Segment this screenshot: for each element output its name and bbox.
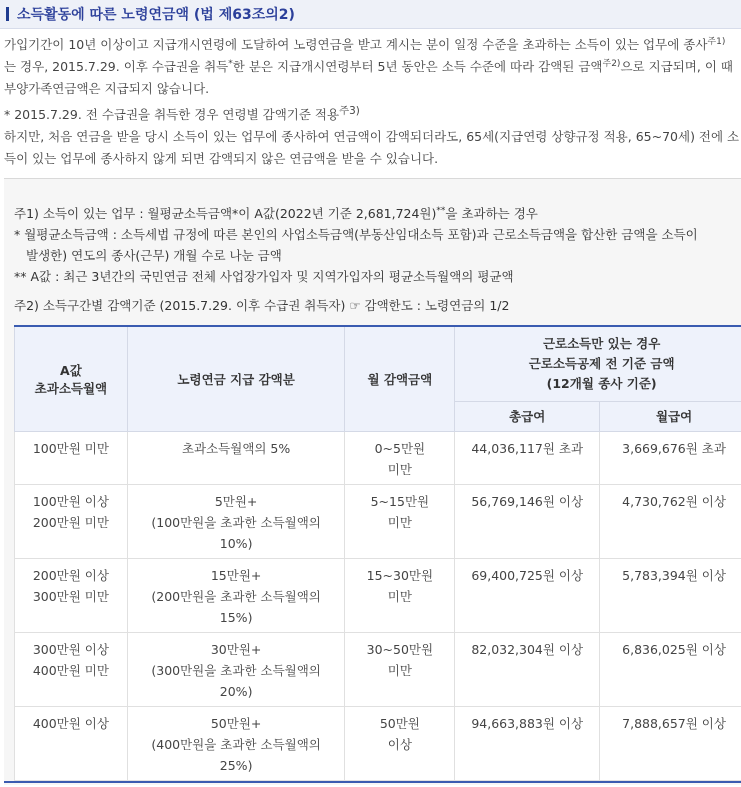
col-header-excess-income: A값 초과소득월액 bbox=[15, 326, 128, 431]
intro-line-2: 는 경우, 2015.7.29. 이후 수급권을 취득*한 분은 지급개시연령부터 5년 동안은 소득 수준에 따라 감액된 금액$^{주2)}$으로 지급되며, 이 때 bbox=[4, 58, 733, 74]
cell-total-salary: 69,400,725원 이상 bbox=[455, 558, 600, 632]
cell-range: 100만원 이상 200만원 미만 bbox=[15, 484, 128, 558]
cell-range: 100만원 미만 bbox=[15, 431, 128, 484]
cell-total-salary: 56,769,146원 이상 bbox=[455, 484, 600, 558]
cell-reduction: 초과소득월액의 5% bbox=[127, 431, 345, 484]
cell-reduction: 5만원+ (100만원을 초과한 소득월액의 10%) bbox=[127, 484, 345, 558]
col-header-reduction: 노령연금 지급 감액분 bbox=[127, 326, 345, 431]
cell-monthly: 0~5만원 미만 bbox=[345, 431, 455, 484]
footnote-1: 주1) 소득이 있는 업무 : 월평균소득금액*이 A값(2022년 기준 2,681,724원)**을 초과하는 경우 bbox=[14, 205, 538, 221]
table-row bbox=[15, 431, 741, 484]
cell-range: 400만원 이상 bbox=[15, 706, 128, 780]
cell-monthly-salary: 6,836,025원 이상 bbox=[600, 632, 741, 706]
col-header-earned-income: 근로소득만 있는 경우 근로소득공제 전 기준 금액 (12개월 종사 기준) bbox=[455, 326, 741, 401]
note-line-1: * 2015.7.29. 전 수급권을 취득한 경우 연령별 감액기준 적용$^{주3)}$ bbox=[4, 105, 360, 123]
section-title: 소득활동에 따른 노령연금액 (법 제63조의2) bbox=[17, 7, 295, 23]
note-line-2: 하지만, 처음 연금을 받을 당시 소득이 있는 업무에 종사하여 연금액이 감액되더라도, 65세(지급연령 상향규정 적용, 65~70세) 전에 소 bbox=[4, 129, 740, 145]
intro-line-1: 가입기간이 10년 이상이고 지급개시연령에 도달하여 노령연금을 받고 계시는 분이 일정 수준을 초과하는 소득이 있는 업무에 종사$^{주1)}$ bbox=[4, 36, 726, 52]
footnote-1-double-star: ** A값 : 최근 3년간의 국민연금 전체 사업장가입자 및 지역가입자의 평균소득월액의 평균액 bbox=[14, 269, 514, 284]
cell-monthly: 50만원 이상 bbox=[345, 706, 455, 780]
cell-reduction: 15만원+ (200만원을 초과한 소득월액의 15%) bbox=[127, 558, 345, 632]
cell-monthly-salary: 5,783,394원 이상 bbox=[600, 558, 741, 632]
intro-line-3: 부양가족연금액은 지급되지 않습니다. bbox=[4, 81, 210, 96]
note-block bbox=[4, 100, 741, 170]
detail-box bbox=[4, 178, 741, 785]
note-line-3: 득이 있는 업무에 종사하지 않게 되면 감액되지 않은 연금액을 받을 수 있습니다. bbox=[4, 151, 439, 167]
footnote-1-star-cont: 발생한) 연도의 종사(근무) 개월 수로 나눈 금액 bbox=[26, 248, 282, 263]
cell-monthly-salary: 4,730,762원 이상 bbox=[600, 484, 741, 558]
cell-reduction: 30만원+ (300만원을 초과한 소득월액의 20%) bbox=[127, 632, 345, 706]
col-header-total-salary: 총급여 bbox=[455, 401, 600, 431]
cell-monthly: 30~50만원 미만 bbox=[345, 632, 455, 706]
table-bottom-border bbox=[4, 781, 741, 783]
cell-total-salary: 82,032,304원 이상 bbox=[455, 632, 600, 706]
table-row bbox=[15, 632, 741, 706]
cell-monthly-salary: 7,888,657원 이상 bbox=[600, 706, 741, 780]
table-row bbox=[15, 484, 741, 558]
cell-range: 300만원 이상 400만원 미만 bbox=[15, 632, 128, 706]
title-bar-marker bbox=[6, 7, 9, 21]
footnote-1-star: * 월평균소득금액 : 소득세법 규정에 따른 본인의 사업소득금액(부동산임대소득 포함)과 근로소득금액을 합산한 금액을 소득이 bbox=[14, 227, 698, 242]
cell-total-salary: 94,663,883원 이상 bbox=[455, 706, 600, 780]
table-row bbox=[15, 558, 741, 632]
table-row bbox=[15, 706, 741, 780]
reduction-table bbox=[14, 325, 741, 781]
cell-reduction: 50만원+ (400만원을 초과한 소득월액의 25%) bbox=[127, 706, 345, 780]
cell-total-salary: 44,036,117원 초과 bbox=[455, 431, 600, 484]
cell-monthly: 15~30만원 미만 bbox=[345, 558, 455, 632]
col-header-monthly-salary: 월급여 bbox=[600, 401, 741, 431]
col-header-monthly-reduction: 월 감액금액 bbox=[345, 326, 455, 431]
footnote-2: 주2) 소득구간별 감액기준 (2015.7.29. 이후 수급권 취득자) ☞ 감액한도 : 노령연금의 1/2 bbox=[14, 298, 510, 313]
footnotes bbox=[14, 203, 698, 287]
cell-monthly-salary: 3,669,676원 초과 bbox=[600, 431, 741, 484]
cell-monthly: 5~15만원 미만 bbox=[345, 484, 455, 558]
cell-range: 200만원 이상 300만원 미만 bbox=[15, 558, 128, 632]
intro-paragraph bbox=[4, 34, 741, 100]
section-header bbox=[0, 0, 741, 29]
